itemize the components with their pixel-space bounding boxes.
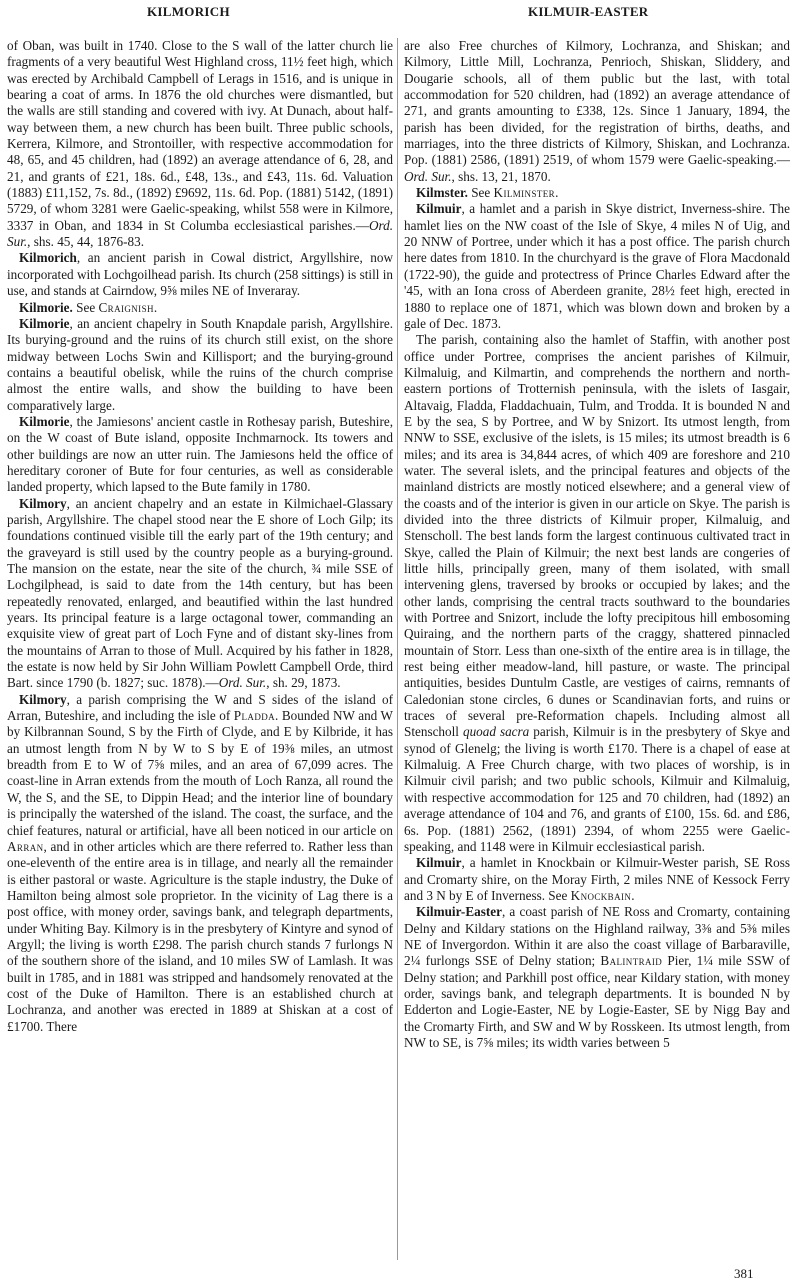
entry-text: , an ancient chapelry in South Knapdale parish, Argyllshire. Its burying-ground and the ruins of its church still exist, on the shore midway between Lochs Swin and Killisport; and the burying-ground contains a beautiful obelisk, while the ruins of the church comprise almost the entire walls, and show the building to have been comparatively large.	[7, 315, 393, 413]
entry-text: are also Free churches of Kilmory, Lochranza, and Shiskan; and Kilmory, Little Mill, Lochranza, Penrioch, Shiskan, Sliddery, and Dougarie schools, all of them public but the last, with total accommodation for 520 children, had (1892) an average attendance of 271, and grants amounting to £338, 12s. Since 1 January, 1894, the parish has been divided, for the registration of births, deaths, and marriages, into the three districts of Kilmory, Shiskan, and Lochranza. Pop. (1881) 2586, (1891) 2519, of whom 1579 were Gaelic-speaking.—	[404, 38, 790, 168]
entry-text: , shs. 45, 44, 1876-83.	[27, 234, 145, 250]
entry-text: of Oban, was built in 1740. Close to the S wall of the latter church lie fragments of a very beautiful West Highland cross, 11½ feet high, which was erected by Archibald Campbell of Lerags in 1516, and is unique in bearing a coat of arms. In 1876 the old churches were dismantled, but the walls are still standing and covered with ivy. At Dunach, about half-way between them, a new church has been built. Three public schools, Kerrera, Kilmore, and Strontoiller, with respective accommodation for 48, 65, and 45 children, had (1892) an average attendance of 6, 28, and 21, and grants of £21, 18s. 6d., £48, 13s., and £43, 11s. 6d. Valuation (1883) £11,152, 7s. 8d., (1892) £9692, 11s. 6d. Pop. (1881) 5142, (1891) 5729, of whom 3281 were Gaelic-speaking, whilst 558 were in Kilmore, 3337 in Oban, and 1834 in St Columba ecclesiastical parishes.—	[7, 38, 393, 233]
entry-text: The parish, containing also the hamlet of Staffin, with another post office under Portree, comprises the ancient parishes of Kilmuir, Kilmaluig, and Kilmartin, and comprehends the northern and north-eastern portions of Trotternish peninsula, with the islets of Iasgair, Altavaig, Fladda, Fladdachuain, Tulm, and Trodda. It is bounded N and E by the sea, S by Portree, and W by Snizort. Its utmost length, from NNW to SSE, exclusive of the islets, is 15 miles; its utmost breadth is 6 miles; and its area is 34,844 acres, of which 409 are foreshore and 210 water. The several islets, and the principal features and objects of the mainland districts are mostly noticed elsewhere; and a general view of the coasts and of the interior is given in our article on Skye. The parish is divided into the three districts of Kilmuir proper, Kilmaluig, and Stenscholl. The best lands form the largest continuous cultivated tract in Skye, called the Plain of Kilmuir; the next best lands are congeries of little hills, principally green, many of them isolated, with small intervening glens, traversed by brooks or occupied by lakes; and the other lands, comprising the central tracts southward to the boundaries with Portree and Snizort, include the lofty precipitous hill embosoming Quiraing, and the northern parts of the craggy, shattered pinnacled mountain of Storr. Less than one-sixth of the entire area is in tillage, the rest being either meadow-land, hill pasture, or waste. The principal antiquities, besides Duntulm Castle, are vestiges of cairns, remnants of Caledonian stone circles, 6 dunes or Scandinavian forts, and ruins or traces of several pre-Reformation chapels. Including almost all Stenscholl	[404, 332, 790, 740]
italic-text: Ord. Sur.	[218, 675, 267, 691]
text-column-right	[404, 38, 790, 1051]
gazetteer-entry	[404, 185, 790, 201]
cross-reference: Arran	[7, 838, 44, 854]
italic-text: Ord. Sur.	[7, 217, 393, 250]
entry-text: , sh. 29, 1873.	[266, 675, 341, 691]
entry-headword: Kilmorich	[19, 250, 77, 266]
entry-text: , a coast parish of NE Ross and Cromarty, containing Delny and Kildary stations on the Highland railway, 3⅜ and 5⅜ miles NE of Invergordon. Within it are also the coast village of Barbaraville, 2¼ furlongs SSE of Delny station;	[404, 904, 790, 969]
continued-paragraph	[404, 38, 790, 185]
entry-text: , a hamlet and a parish in Skye district, Inverness-shire. The hamlet lies on the NW coast of the Isle of Skye, 4 miles N of Uig, and 20 NNW of Portree, under which it has a post office. The parish church here dates from 1810. In the churchyard is the grave of Flora Macdonald (1722-90), the guide and protectress of Prince Charles Edward after the '45, with an Iona cross of Aberdeen granite, 28½ feet high, erected in 1880 to replace one of 1871, which was blown down and broken by a gale of Dec. 1873.	[404, 201, 790, 331]
continued-paragraph	[7, 38, 393, 250]
entry-text: , and in other articles which are there referred to. Rather less than one-eleventh of the entire area is in tillage, and nearly all the remainder is either pastoral or waste. Agriculture is the staple industry, the Duke of Hamilton being almost sole proprietor. In the vicinity of Lag there is a post office, with money order, savings bank, and telegraph departments, under Whiting Bay. Kilmory is in the presbytery of Kintyre and synod of Argyll; the living is worth £298. The parish church stands 7 furlongs N of the southern shore of the island, and 10 miles SW of Lamlash. It was built in 1785, and in 1881 was stripped and handsomely renovated at the cost of the Duke of Hamilton. There is an established church at Lochranza, and another was erected in 1889 at Shiskan at a cost of £1700. There	[7, 838, 393, 1034]
entry-headword: Kilmorie	[19, 413, 70, 429]
page-number: 381	[734, 1266, 754, 1281]
entry-text: See	[467, 185, 494, 201]
entry-headword: Kilmuir	[416, 201, 462, 217]
cross-reference: Kilminster	[493, 185, 556, 201]
gazetteer-entry	[404, 201, 790, 332]
entry-headword: Kilmory	[19, 691, 67, 707]
gazetteer-entry	[7, 692, 393, 1035]
entry-text: .	[631, 887, 635, 903]
gazetteer-entry	[7, 496, 393, 692]
gazetteer-entry	[404, 332, 790, 855]
entry-text: , an ancient parish in Cowal district, Argyllshire, now incorporated with Lochgoilhead parish. Its church (258 sittings) is still in use, and stands at Cairndow, 9⅝ miles NE of Inveraray.	[7, 250, 393, 299]
entry-text: .	[153, 299, 158, 315]
entry-headword: Kilmorie	[19, 315, 70, 331]
gazetteer-entry	[7, 300, 393, 316]
gazetteer-entry	[404, 855, 790, 904]
text-column-left	[7, 38, 393, 1035]
column-divider	[397, 38, 398, 1260]
entry-text: , a parish comprising the W and S sides of the island of Arran, Buteshire, and including the isle of	[7, 691, 393, 724]
entry-headword: Kilmuir-Easter	[416, 904, 502, 920]
entry-headword: Kilmster.	[416, 185, 468, 201]
entry-text: parish, Kilmuir is in the presbytery of Skye and synod of Glenelg; the living is worth £170. There is a chapel of ease at Kilmaluig. A Free Church charge, with two places of worship, is in Kilmuir civil parish; and two public schools, Kilmuir and Kilmaluig, with respective accommodation for 125 and 70 children, had (1892) an average attendance of 104 and 76, and grants of £100, 15s. 6d. and £86, 6s. Pop. (1881) 2562, (1891) 2394, of whom 2255 were Gaelic-speaking, and 1148 were in Kilmuir ecclesiastical parish.	[404, 724, 790, 854]
cross-reference: Pladda	[233, 708, 276, 724]
entry-headword: Kilmorie.	[19, 299, 73, 315]
entry-text: Pier, 1¼ mile SSW of Delny station; and Parkhill post office, near Kildary station, with money order, savings bank, and telegraph departments. It is bounded N by Edderton and Logie-Easter, NE by Logie-Easter, SE by Nigg Bay and the Cromarty Firth, and SW and W by Rosskeen. Its utmost length, from NW to SE, is 7⅝ miles; its width varies between 5	[404, 953, 790, 1050]
gazetteer-entry	[7, 316, 393, 414]
entry-text: , shs. 13, 21, 1870.	[451, 168, 551, 184]
cross-reference: Craignish	[98, 299, 154, 315]
entry-headword: Kilmory	[19, 495, 67, 511]
entry-text: , the Jamiesons' ancient castle in Rothesay parish, Buteshire, on the W coast of Bute island, opposite Inchmarnock. Its towers and other buildings are now an utter ruin. The Jamiesons held the office of hereditary coroner of Bute for four centuries, as well as considerable landed property, which lapsed to the Bute family in 1780.	[7, 413, 393, 495]
entry-text: , a hamlet in Knockbain or Kilmuir-Wester parish, SE Ross and Cromarty shire, on the Moray Firth, 2 miles NNE of Kessock Ferry and 3 N by E of Inverness. See	[404, 855, 790, 903]
running-head-left: KILMORICH	[147, 4, 230, 19]
entry-text: . Bounded NW and W by Kilbrannan Sound, S by the Firth of Clyde, and E by Kilbride, it has an utmost length from N by W to S by E of 19⅜ miles, an utmost breadth from E to W of 7⅝ miles, and an area of 67,099 acres. The coast-line in Arran extends from the mouth of Loch Ranza, all round the W, the S, and the SE, to Dippin Head; and the interior line of boundary is principally the watershed of the island. The coast, the surface, and the chief features, natural or artificial, have all been noticed in our article on	[7, 708, 394, 838]
cross-reference: Knockbain	[570, 887, 632, 903]
entry-text: See	[72, 299, 99, 315]
gazetteer-entry	[7, 414, 393, 496]
entry-text: , an ancient chapelry and an estate in Kilmichael-Glassary parish, Argyllshire. The chapel stood near the E shore of Loch Gilp; its foundations continued visible till the early part of the 19th century; and the graveyard is still used by the country people as a burying-ground. The mansion on the estate, near the site of the church, ¾ mile SSE of Lochgilphead, is said to date from the 14th century, but has been repeatedly renovated, enlarged, and beautified within the last hundred years. Its principal feature is a large octagonal tower, commanding an exquisite view of great part of Loch Fyne and of distant sky-lines from the mountains of Arran to those of Mull. Acquired by his father in 1828, the estate is now held by Sir John William Powlett Campbell Orde, third Bart. since 1790 (b. 1827; suc. 1878).—	[7, 495, 393, 691]
running-head-right: KILMUIR-EASTER	[528, 4, 649, 19]
cross-reference: Balintraid	[600, 953, 663, 969]
gazetteer-entry	[7, 250, 393, 299]
italic-text: Ord. Sur.	[404, 168, 452, 184]
italic-text: quoad sacra	[462, 724, 530, 740]
gazetteer-entry	[404, 904, 790, 1051]
entry-text: .	[555, 185, 559, 201]
entry-headword: Kilmuir	[416, 855, 462, 871]
